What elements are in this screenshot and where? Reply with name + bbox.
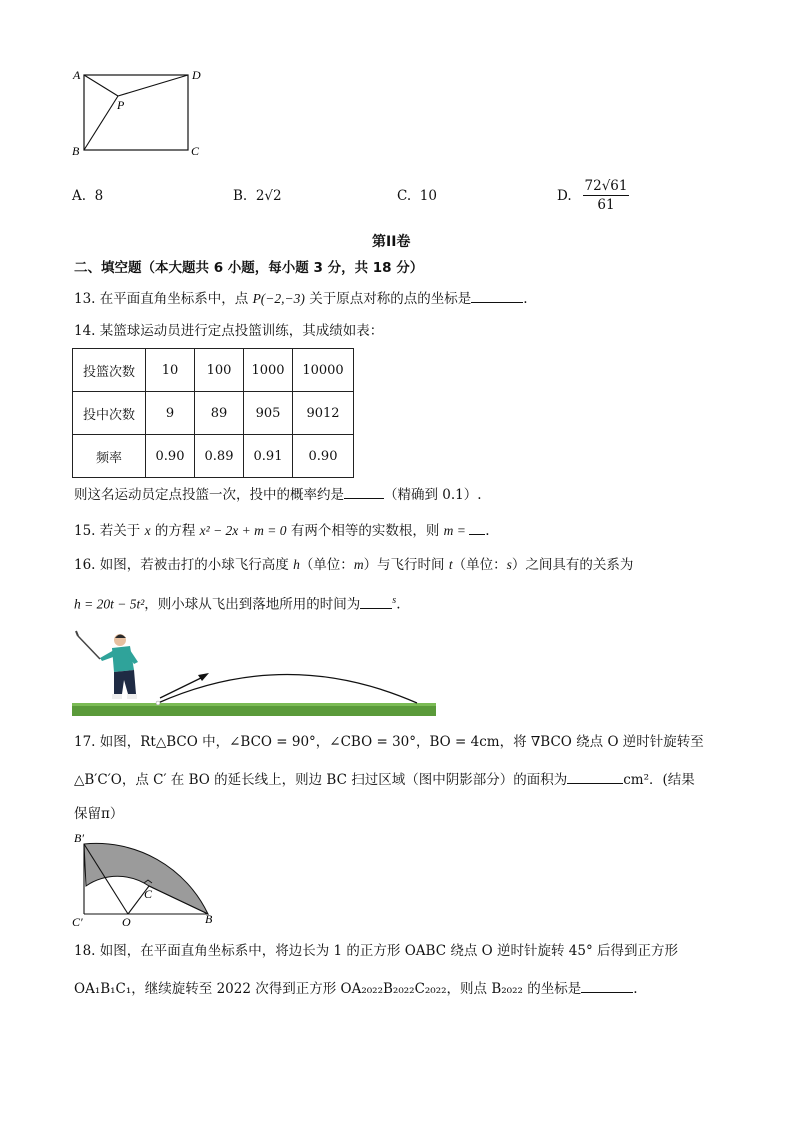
arrow-head xyxy=(198,673,209,681)
label-P: P xyxy=(117,98,125,112)
score-table xyxy=(72,348,354,478)
question-18: 18. 如图，在平面直角坐标系中，将边长为 1 的正方形 OABC 绕点 O 逆时针旋转 45° 后得到正方形 xyxy=(74,943,678,959)
label-C: C xyxy=(191,144,200,158)
option-b[interactable]: B. 2√2 xyxy=(233,188,282,204)
label-C-prime: C′ xyxy=(72,915,83,926)
label-C: C xyxy=(144,887,153,901)
table-row: 频率 0.90 0.89 0.91 0.90 xyxy=(73,435,354,478)
shaded-region xyxy=(84,843,208,914)
question-16: 16. 如图，若被击打的小球飞行高度 h（单位：m）与飞行时间 t（单位：s）之间具有的关系为 xyxy=(74,557,634,573)
option-c[interactable]: C. 10 xyxy=(397,188,437,204)
answer-blank-18[interactable] xyxy=(581,978,633,993)
golf-figure xyxy=(72,628,436,718)
answer-blank-14[interactable] xyxy=(344,484,384,499)
rotation-figure xyxy=(72,826,222,926)
question-14-continued: 则这名运动员定点投篮一次，投中的概率约是 （精确到 0.1）. xyxy=(74,484,482,504)
answer-blank-16[interactable] xyxy=(360,594,392,609)
rectangle-figure xyxy=(70,66,210,158)
question-14: 14. 某篮球运动员进行定点投篮训练，其成绩如表： xyxy=(74,323,384,339)
label-B-prime: B′ xyxy=(74,831,84,845)
question-13: 13. 在平面直角坐标系中，点 P(−2,−3) 关于原点对称的点的坐标是 . xyxy=(74,288,528,308)
label-D: D xyxy=(192,68,201,82)
label-B: B xyxy=(205,912,213,926)
section-header: 二、填空题（本大题共 6 小题，每小题 3 分，共 18 分） xyxy=(74,260,424,276)
answer-blank-13[interactable] xyxy=(471,288,523,303)
label-B: B xyxy=(72,144,80,158)
question-17-line2: △B′C′O，点 C′ 在 BO 的延长线上，则边 BC 扫过区域（图中阴影部分）的面积为 cm²．(结果 xyxy=(74,769,695,789)
question-17-line3: 保留π） xyxy=(74,806,124,822)
question-15: 15. 若关于 x 的方程 x² − 2x + m = 0 有两个相等的实数根，则 m = . xyxy=(74,520,490,540)
option-a[interactable]: A. 8 xyxy=(72,188,104,204)
answer-blank-15[interactable] xyxy=(469,520,485,535)
golf-ball xyxy=(156,701,160,705)
table-row: 投中次数 9 89 905 9012 xyxy=(73,392,354,435)
part-title: 第II卷 xyxy=(372,234,411,250)
question-16-line2: h = 20t − 5t²，则小球从飞出到落地所用的时间为 $^s$. xyxy=(74,595,401,613)
golfer-pants xyxy=(114,670,136,694)
ball-trajectory xyxy=(158,675,417,704)
table-row: 投篮次数 10 100 1000 10000 xyxy=(73,349,354,392)
label-O: O xyxy=(122,915,131,926)
question-18-line2: OA₁B₁C₁，继续旋转至 2022 次得到正方形 OA₂₀₂₂B₂₀₂₂C₂₀₂₂，则点 B₂₀₂₂ 的坐标是 . xyxy=(74,978,638,998)
question-17: 17. 如图，Rt△BCO 中，∠BCO = 90°，∠CBO = 30°，BO = 4cm，将 ∇BCO 绕点 O 逆时针旋转至 xyxy=(74,734,704,750)
golf-club xyxy=(78,636,100,659)
answer-blank-17[interactable] xyxy=(567,769,623,784)
label-A: A xyxy=(73,68,81,82)
